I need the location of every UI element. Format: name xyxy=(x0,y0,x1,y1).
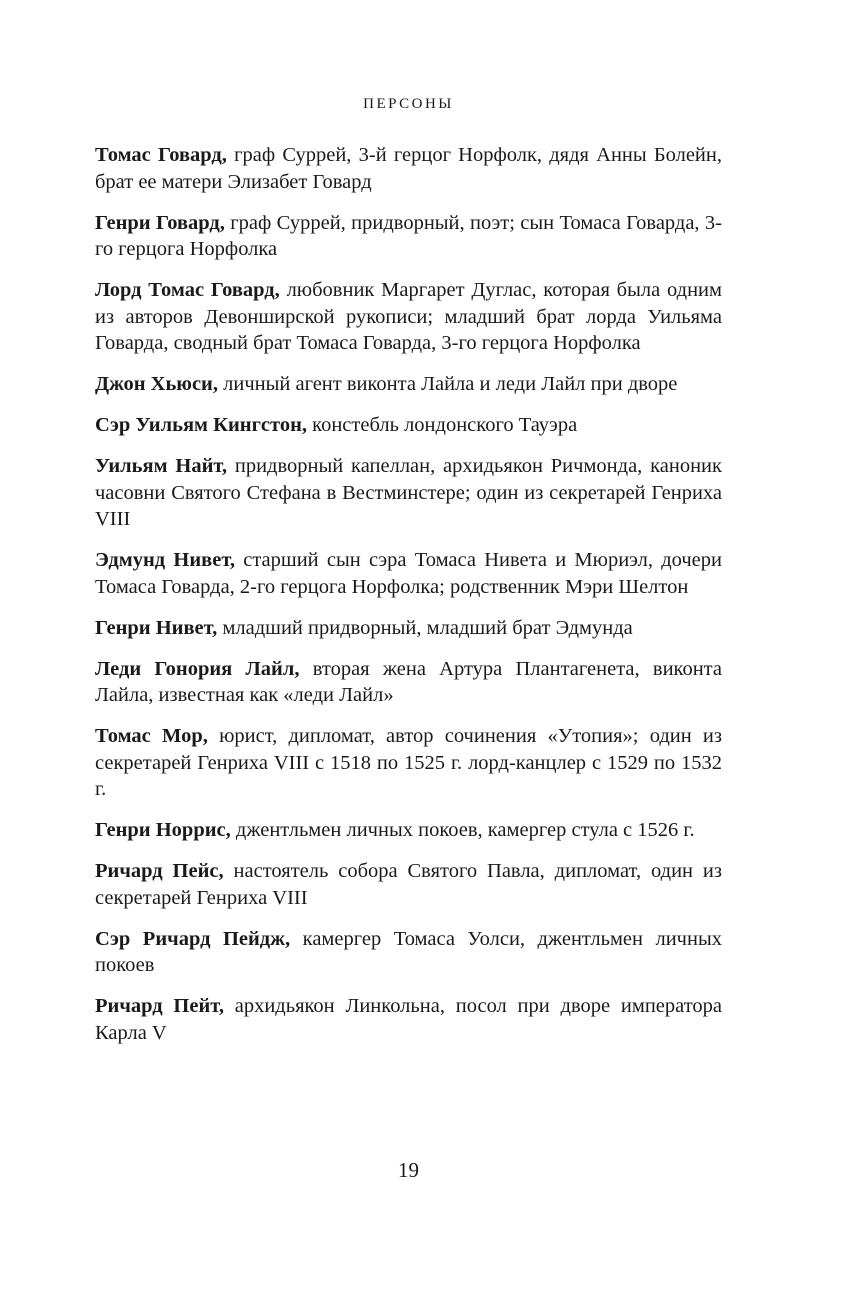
person-entry xyxy=(95,142,722,195)
person-description: граф Суррей, придворный, поэт; сын Томаса Говарда, 3-го герцога Норфолка xyxy=(95,211,722,260)
person-name: Генри Нивет, xyxy=(95,616,218,639)
person-description: вторая жена Артура Плантагенета, виконта Лайла, известная как «леди Лайл» xyxy=(95,657,722,706)
person-description: граф Суррей, 3-й герцог Норфолк, дядя Анны Болейн, брат ее матери Элизабет Говард xyxy=(95,144,722,193)
person-entry xyxy=(95,926,722,979)
person-name: Ричард Пейс, xyxy=(95,860,224,882)
person-entry xyxy=(95,656,722,709)
person-name: Лорд Томас Говард, xyxy=(95,279,280,301)
person-entry xyxy=(95,723,722,803)
person-description: младший придворный, младший брат Эдмунда xyxy=(217,616,633,639)
person-name: Томас Говард, xyxy=(95,144,227,166)
person-entry xyxy=(95,453,722,533)
person-entry xyxy=(95,547,722,600)
person-name: Генри Норрис, xyxy=(95,819,231,841)
person-description: камергер Томаса Уолси, джентльмен личных покоев xyxy=(95,927,722,976)
person-entry xyxy=(95,277,722,357)
person-description: старший сын сэра Томаса Нивета и Мюриэл, дочери Томаса Говарда, 2-го герцога Норфолка; родственник Мэри Шелтон xyxy=(95,549,722,598)
person-name: Сэр Уильям Кингстон, xyxy=(95,414,308,436)
person-name: Эдмунд Нивет, xyxy=(95,549,235,571)
person-entry xyxy=(95,412,722,439)
person-description: личный агент виконта Лайла и леди Лайл при дворе xyxy=(218,373,678,395)
person-entry xyxy=(95,371,722,398)
person-name: Уильям Найт, xyxy=(95,455,228,477)
person-description: любовник Маргарет Дуглас, которая была одним из авторов Девонширской рукописи; младший брат лорда Уильяма Говарда, сводный брат Томаса Говарда, 3-го герцога Норфолка xyxy=(95,279,722,354)
person-name: Томас Мор, xyxy=(95,725,208,747)
person-entry xyxy=(95,993,722,1046)
person-description: настоятель собора Святого Павла, дипломат, один из секретарей Генриха VIII xyxy=(95,860,722,909)
person-description: констебль лондонского Тауэра xyxy=(307,414,578,436)
person-name: Ричард Пейт, xyxy=(95,995,224,1017)
person-name: Леди Гонория Лайл, xyxy=(95,657,300,680)
person-entry xyxy=(95,858,722,911)
person-name: Сэр Ричард Пейдж, xyxy=(95,927,291,950)
person-description: архидьякон Линкольна, посол при дворе императора Карла V xyxy=(95,995,723,1044)
person-name: Джон Хьюси, xyxy=(95,373,218,395)
person-description: джентльмен личных покоев, камергер стула с 1526 г. xyxy=(230,819,695,841)
page-number: 19 xyxy=(398,1158,419,1182)
running-header: ПЕРСОНЫ xyxy=(363,96,454,112)
persons-list xyxy=(95,142,722,1061)
person-name: Генри Говард, xyxy=(95,211,225,234)
person-entry xyxy=(95,615,722,642)
person-entry xyxy=(95,817,722,844)
person-entry xyxy=(95,210,722,263)
person-description: придворный капеллан, архидьякон Ричмонда, каноник часовни Святого Стефана в Вестминстере; один из секретарей Генриха VIII xyxy=(95,455,722,530)
book-page xyxy=(95,0,722,1299)
person-description: юрист, дипломат, автор сочинения «Утопия»; один из секретарей Генриха VIII с 1518 по 1525 г. лорд-канцлер с 1529 по 1532 г. xyxy=(95,725,723,800)
